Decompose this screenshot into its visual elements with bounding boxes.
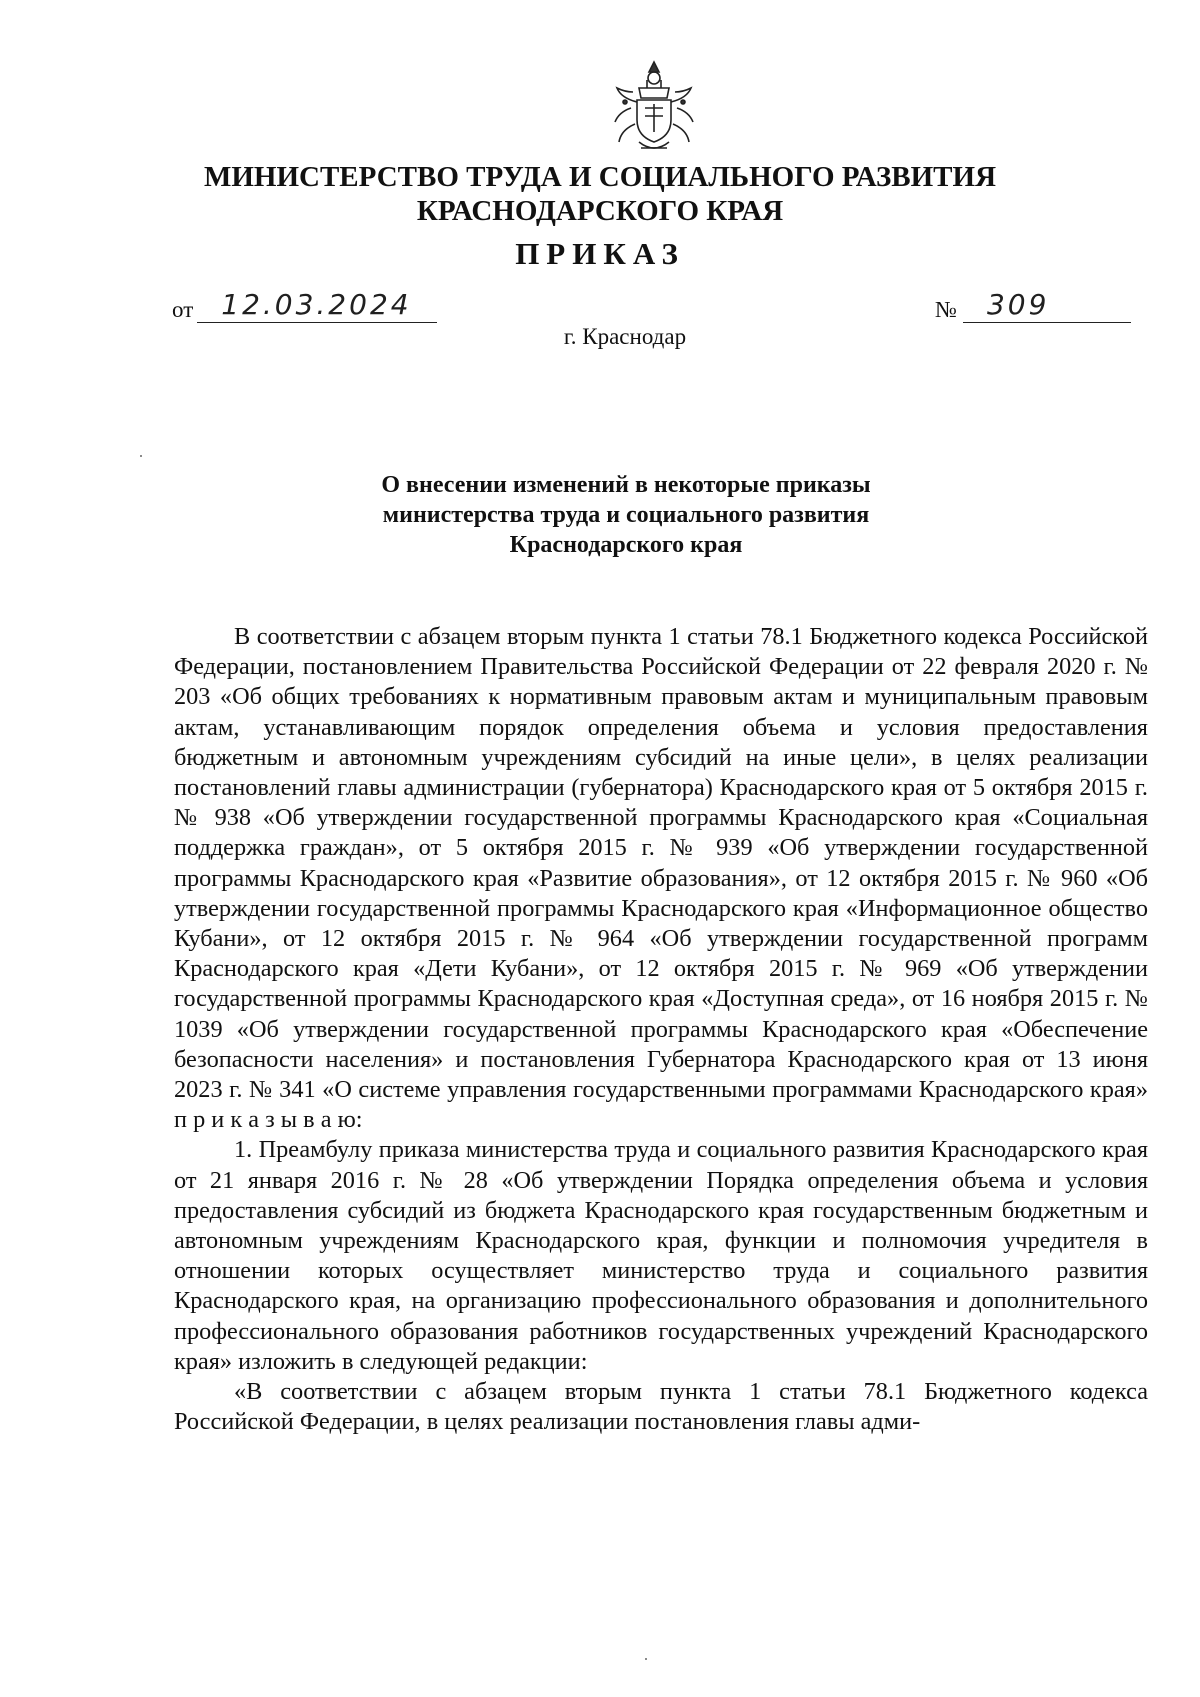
ministry-name	[0, 160, 1200, 228]
document-type-heading: ПРИКАЗ	[515, 236, 685, 271]
date-prefix: от	[172, 297, 194, 322]
body-paragraph-1: В соответствии с абзацем вторым пункта 1 статьи 78.1 Бюджетного кодекса Российской Федерации, постановлением Правительства Российской Федерации от 22 февраля 2020 г. № 203 «Об общих требованиях к нормативным правовым актам и муниципальным правовым актам, устанавливающим порядок определения объема и условия предоставления бюджетным и автономным учреждениям субсидий на иные цели», в целях реализации постановлений главы администрации (губернатора) Краснодарского края от 5 октября 2015 г. № 938 «Об утверждении государственной программы Краснодарского края «Социальная поддержка граждан», от 5 октября 2015 г. № 939 «Об утверждении государственной программы Краснодарского края «Развитие образования», от 12 октября 2015 г. № 960 «Об утверждении государственной программы Краснодарского края «Информационное общество Кубани», от 12 октября 2015 г. № 964 «Об утверждении государственной программ Краснодарского края «Дети Кубани», от 12 октября 2015 г. № 969 «Об утверждении государственной программы Краснодарского края «Доступная среда», от 16 ноября 2015 г. № 1039 «Об утверждении государственной программы Краснодарского края «Обеспечение безопасности населения» и постановления Губернатора Краснодарского края от 13 июня 2023 г. № 341 «О системе управления государственными программами Краснодарского края» п р и к а з ы в а ю:	[174, 623, 1148, 1134]
ministry-name-line-1: МИНИСТЕРСТВО ТРУДА И СОЦИАЛЬНОГО РАЗВИТИЯ	[203, 161, 997, 193]
order-subject	[0, 470, 1200, 560]
document-body	[174, 622, 1148, 1437]
order-date-field: 12.03.2024	[197, 288, 437, 323]
order-number-row	[935, 288, 1131, 323]
subject-line-3: Краснодарского края	[509, 532, 743, 558]
body-paragraph-2: 1. Преамбулу приказа министерства труда и социального развития Краснодарского края от 21 января 2016 г. № 28 «Об утверждении Порядка определения объема и условия предоставления субсидий из бюджета Краснодарского края государственным бюджетным и автономным учреждениям Краснодарского края, функции и полномочия учредителя в отношении которых осуществляет министерство труда и социального развития Краснодарского края, на организацию профессионального образования и дополнительного профессионального образования работников государственных учреждений Краснодарского края» изложить в следующей редакции:	[174, 1136, 1148, 1375]
number-prefix: №	[935, 297, 957, 322]
body-paragraph-3: «В соответствии с абзацем вторым пункта 1 статьи 78.1 Бюджетного кодекса Российской Федерации, в целях реализации постановления главы адми-	[174, 1378, 1148, 1436]
subject-line-2: министерства труда и социального развития	[382, 502, 870, 528]
scan-speck	[140, 455, 142, 457]
order-date-row	[172, 288, 437, 323]
scan-speck	[645, 1658, 647, 1660]
krasnodar-coat-of-arms-icon	[611, 58, 697, 158]
subject-line-1: О внесении изменений в некоторые приказы	[381, 472, 871, 498]
order-number-field: 309	[963, 288, 1131, 323]
ministry-name-line-2: КРАСНОДАРСКОГО КРАЯ	[416, 195, 784, 227]
city-label: г. Краснодар	[563, 324, 687, 349]
